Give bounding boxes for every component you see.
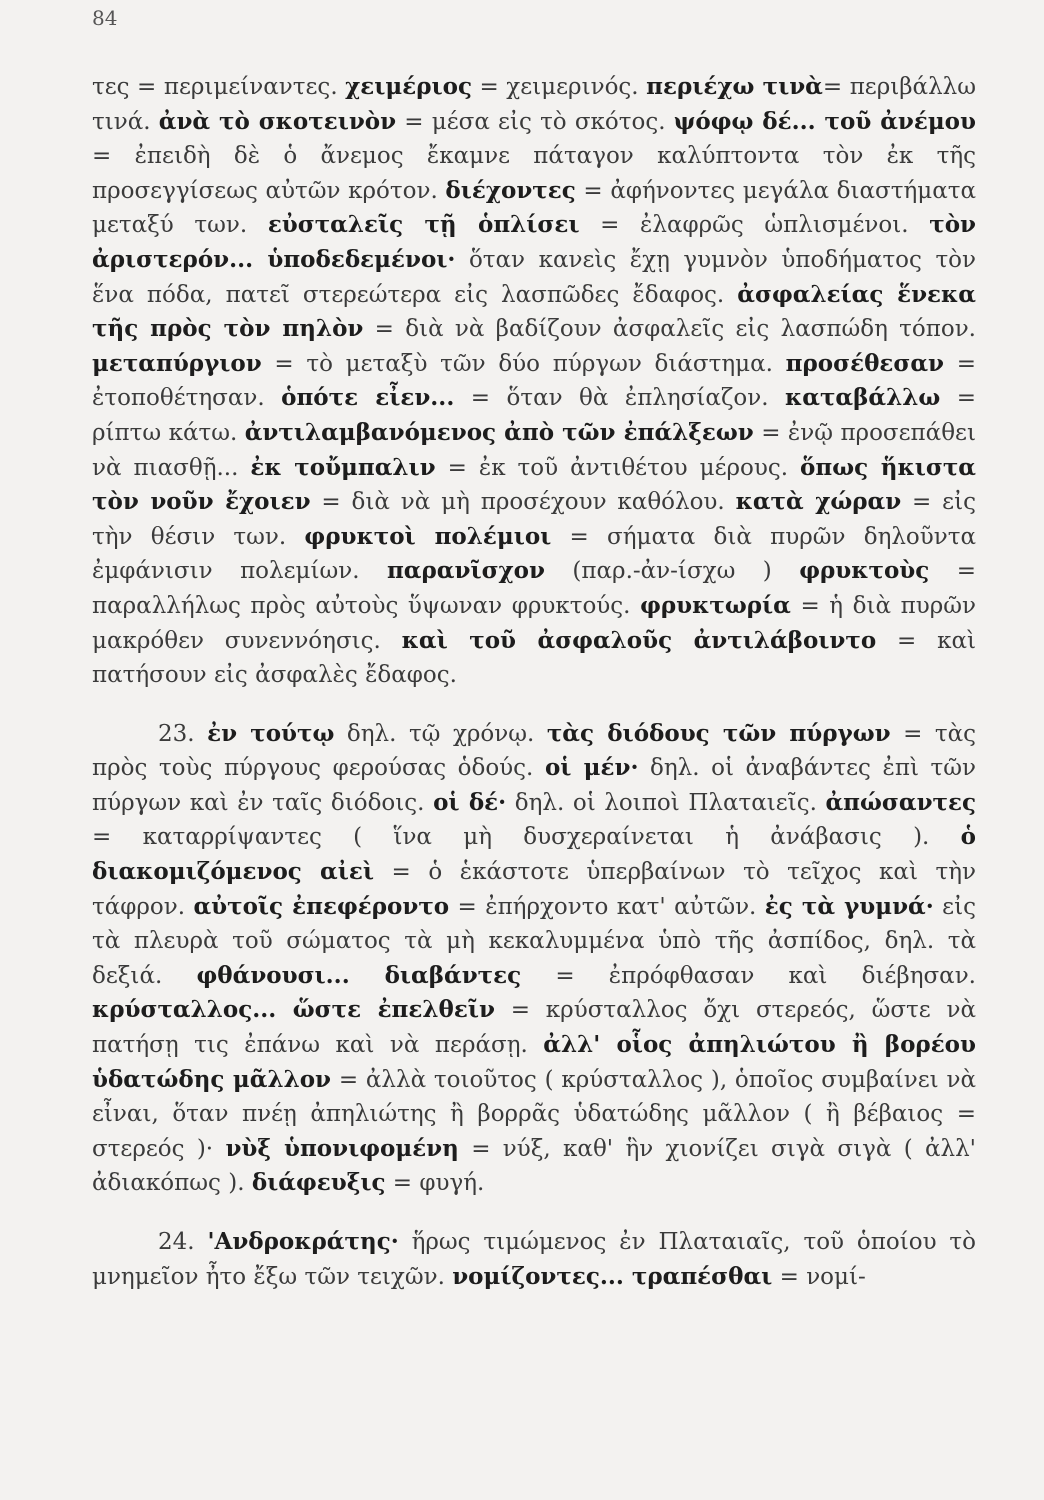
gloss-text: = διὰ νὰ μὴ προσέχουν καθόλου. [310, 489, 736, 516]
gloss-text: = ἀφήνοντες μεγάλα διαστήματα μεταξύ των. [92, 177, 976, 239]
gloss-text: = κρύσταλλος ὄχι στερεός, ὥστε νὰ πατήσῃ τις ἐπάνω καὶ νὰ περάσῃ. [92, 997, 976, 1059]
lemma-term: χειμέριος [345, 73, 472, 100]
lemma-term: νὺξ ὑπονιφομένη [225, 1134, 459, 1162]
gloss-text: = περιβάλλω τινά. [92, 74, 976, 135]
gloss-text: = ἀλλὰ τοιοῦτος ( κρύσταλλος ), ὁποῖος συμβαίνει νὰ εἶναι, ὅταν πνέῃ ἀπηλιώτης ἢ βορρᾶς ὑδατώδης μᾶλλον ( ἢ βέβαιος = στερεός )· [92, 1066, 976, 1162]
lemma-term: καὶ τοῦ ἀσφαλοῦς ἀντιλάβοιντο [401, 626, 877, 654]
gloss-text: = παραλλήλως πρὸς αὐτοὺς ὕψωναν φρυκτούς. [92, 558, 976, 619]
gloss-text: = τὸ μεταξὺ τῶν δύο πύργων διάστημα. [261, 350, 786, 377]
lemma-term: οἱ μέν· [544, 754, 639, 782]
lemma-term: ἀσφαλείας ἕνεκα τῆς πρὸς τὸν πηλὸν [92, 280, 976, 343]
gloss-text: = φυγή. [385, 1170, 485, 1197]
lemma-term: οἱ δέ· [433, 788, 507, 816]
lemma-term: αὐτοῖς ἐπεφέροντο [193, 892, 450, 920]
gloss-text: = ἐπήρχοντο κατ' αὐτῶν. [449, 893, 765, 920]
lemma-term: 'Ανδροκράτης· [207, 1228, 399, 1255]
lemma-term: ἀπώσαντες [825, 788, 976, 816]
lemma-term: φρυκτοὶ πολέμιοι [304, 522, 552, 550]
lemma-term: περιέχω τινὰ [646, 73, 823, 100]
gloss-text: = ὅταν θὰ ἐπλησίαζον. [454, 385, 786, 412]
gloss-text: = νύξ, καθ' ἣν χιονίζει σιγὰ σιγὰ ( ἀλλ' ἀδιακόπως ). [92, 1135, 976, 1197]
paragraph-commentary-23 [92, 717, 976, 1201]
gloss-text: = τὰς πρὸς τοὺς πύργους φερούσας ὁδούς. [92, 720, 977, 782]
lemma-term: εὐσταλεῖς τῇ ὁπλίσει [267, 211, 580, 239]
gloss-text: (παρ.-ἀν-ίσχω ) [544, 558, 800, 585]
lemma-term: ὁ διακομιζόμενος αἰεὶ [92, 823, 976, 886]
lemma-term: ἀντιλαμβανόμενος ἀπὸ τῶν ἐπάλξεων [244, 418, 754, 446]
lemma-term: φρυκτοὺς [799, 557, 930, 585]
gloss-text: = ἐπειδὴ δὲ ὁ ἄνεμος ἔκαμνε πάταγον καλύπτοντα τὸν ἐκ τῆς προσεγγίσεως αὐτῶν κρότον. [92, 143, 976, 204]
lemma-term: διάφευξις [251, 1169, 386, 1197]
lemma-term: τὸν ἀριστερόν... ὑποδεδεμένοι· [92, 211, 976, 273]
gloss-text: 24. [158, 1229, 208, 1255]
lemma-term: κρύσταλλος... ὥστε ἐπελθεῖν [92, 996, 495, 1024]
gloss-text: ὅταν κανεὶς ἔχῃ γυμνὸν ὑποδήματος τὸν ἕνα πόδα, πατεῖ στερεώτερα εἰς λασπῶδες ἔδαφος. [92, 246, 976, 308]
lemma-term: φρυκτωρία [640, 591, 791, 619]
gloss-text: = ἐνῷ προσεπάθει νὰ πιασθῇ... [92, 419, 976, 481]
gloss-text: = διὰ νὰ βαδίζουν ἀσφαλεῖς εἰς λασπώδη τόπον. [363, 316, 976, 343]
lemma-term: παρανῖσχον [386, 557, 545, 585]
lemma-term: ὅπως ἥκιστα τὸν νοῦν ἔχοιεν [92, 453, 976, 516]
lemma-term: προσέθεσαν [785, 349, 945, 377]
gloss-text: = καὶ πατήσουν εἰς ἀσφαλὲς ἔδαφος. [92, 627, 976, 689]
lemma-term: ὁπότε εἶεν... [281, 384, 455, 412]
gloss-text: = ἐτοποθέτησαν. [92, 350, 976, 412]
gloss-text: 23. [158, 720, 208, 747]
gloss-text: = νομί- [772, 1263, 866, 1290]
page-body [92, 70, 976, 1294]
lemma-term: διέχοντες [445, 176, 576, 204]
gloss-text: τες = περιμείναντες. [92, 74, 346, 100]
lemma-term: ἐν τούτῳ [207, 719, 335, 747]
lemma-term: ἐς τὰ γυμνά· [764, 892, 934, 920]
gloss-text: ἥρως τιμώμενος ἐν Πλαταιαῖς, τοῦ ὁποίου τὸ μνημεῖον ἦτο ἔξω τῶν τειχῶν. [92, 1229, 976, 1290]
lemma-term: ἀνὰ τὸ σκοτεινὸν [158, 107, 397, 135]
lemma-term: τὰς διόδους τῶν πύργων [546, 719, 891, 747]
gloss-text: = ἐπρόφθασαν καὶ διέβησαν. [521, 962, 976, 989]
lemma-term: φθάνουσι... διαβάντες [196, 961, 522, 989]
lemma-term: κατὰ χώραν [735, 488, 902, 516]
page-number: 84 [92, 6, 118, 30]
gloss-text: δηλ. οἱ ἀναβάντες ἐπὶ τῶν πύργων καὶ ἐν ταῖς διόδοις. [92, 755, 977, 816]
gloss-text: = ἐλαφρῶς ὡπλισμένοι. [579, 212, 930, 239]
gloss-text: = ἡ διὰ πυρῶν μακρόθεν συνεννόησις. [92, 592, 976, 654]
gloss-text: = ἐκ τοῦ ἀντιθέτου μέρους. [435, 454, 801, 481]
lemma-term: καταβάλλω [785, 384, 941, 412]
paragraph-commentary-22 [92, 70, 976, 693]
gloss-text: = χειμερινός. [471, 74, 647, 100]
gloss-text: = σήματα διὰ πυρῶν δηλοῦντα ἐμφάνισιν πολεμίων. [92, 523, 976, 585]
gloss-text: = ρίπτω κάτω. [92, 385, 976, 446]
gloss-text: = εἰς τὴν θέσιν των. [92, 489, 976, 550]
lemma-term: ψόφῳ δέ... τοῦ ἀνέμου [673, 107, 976, 135]
gloss-text: εἰς τὰ πλευρὰ τοῦ σώματος τὰ μὴ κεκαλυμμένα ὑπὸ τῆς ἀσπίδος, δηλ. τὰ δεξιά. [92, 893, 976, 989]
lemma-term: ἀλλ' οἷος ἀπηλιώτου ἢ βορέου ὑδατώδης μᾶλλον [92, 1031, 976, 1093]
gloss-text: = μέσα εἰς τὸ σκότος. [396, 108, 674, 135]
gloss-text: δηλ. οἱ λοιποὶ Πλαταιεῖς. [506, 789, 826, 816]
gloss-text: = καταρρίψαντες ( ἵνα μὴ δυσχεραίνεται ἡ ἀνάβασις ). [92, 824, 961, 851]
gloss-text: δηλ. τῷ χρόνῳ. [334, 720, 547, 747]
lemma-term: ἐκ τοὔμπαλιν [250, 453, 436, 481]
lemma-term: νομίζοντες... τραπέσθαι [452, 1262, 773, 1290]
lemma-term: μεταπύργιον [92, 349, 262, 377]
gloss-text: = ὁ ἑκάστοτε ὑπερβαίνων τὸ τεῖχος καὶ τὴν τάφρον. [92, 859, 976, 920]
paragraph-commentary-24 [92, 1225, 976, 1294]
